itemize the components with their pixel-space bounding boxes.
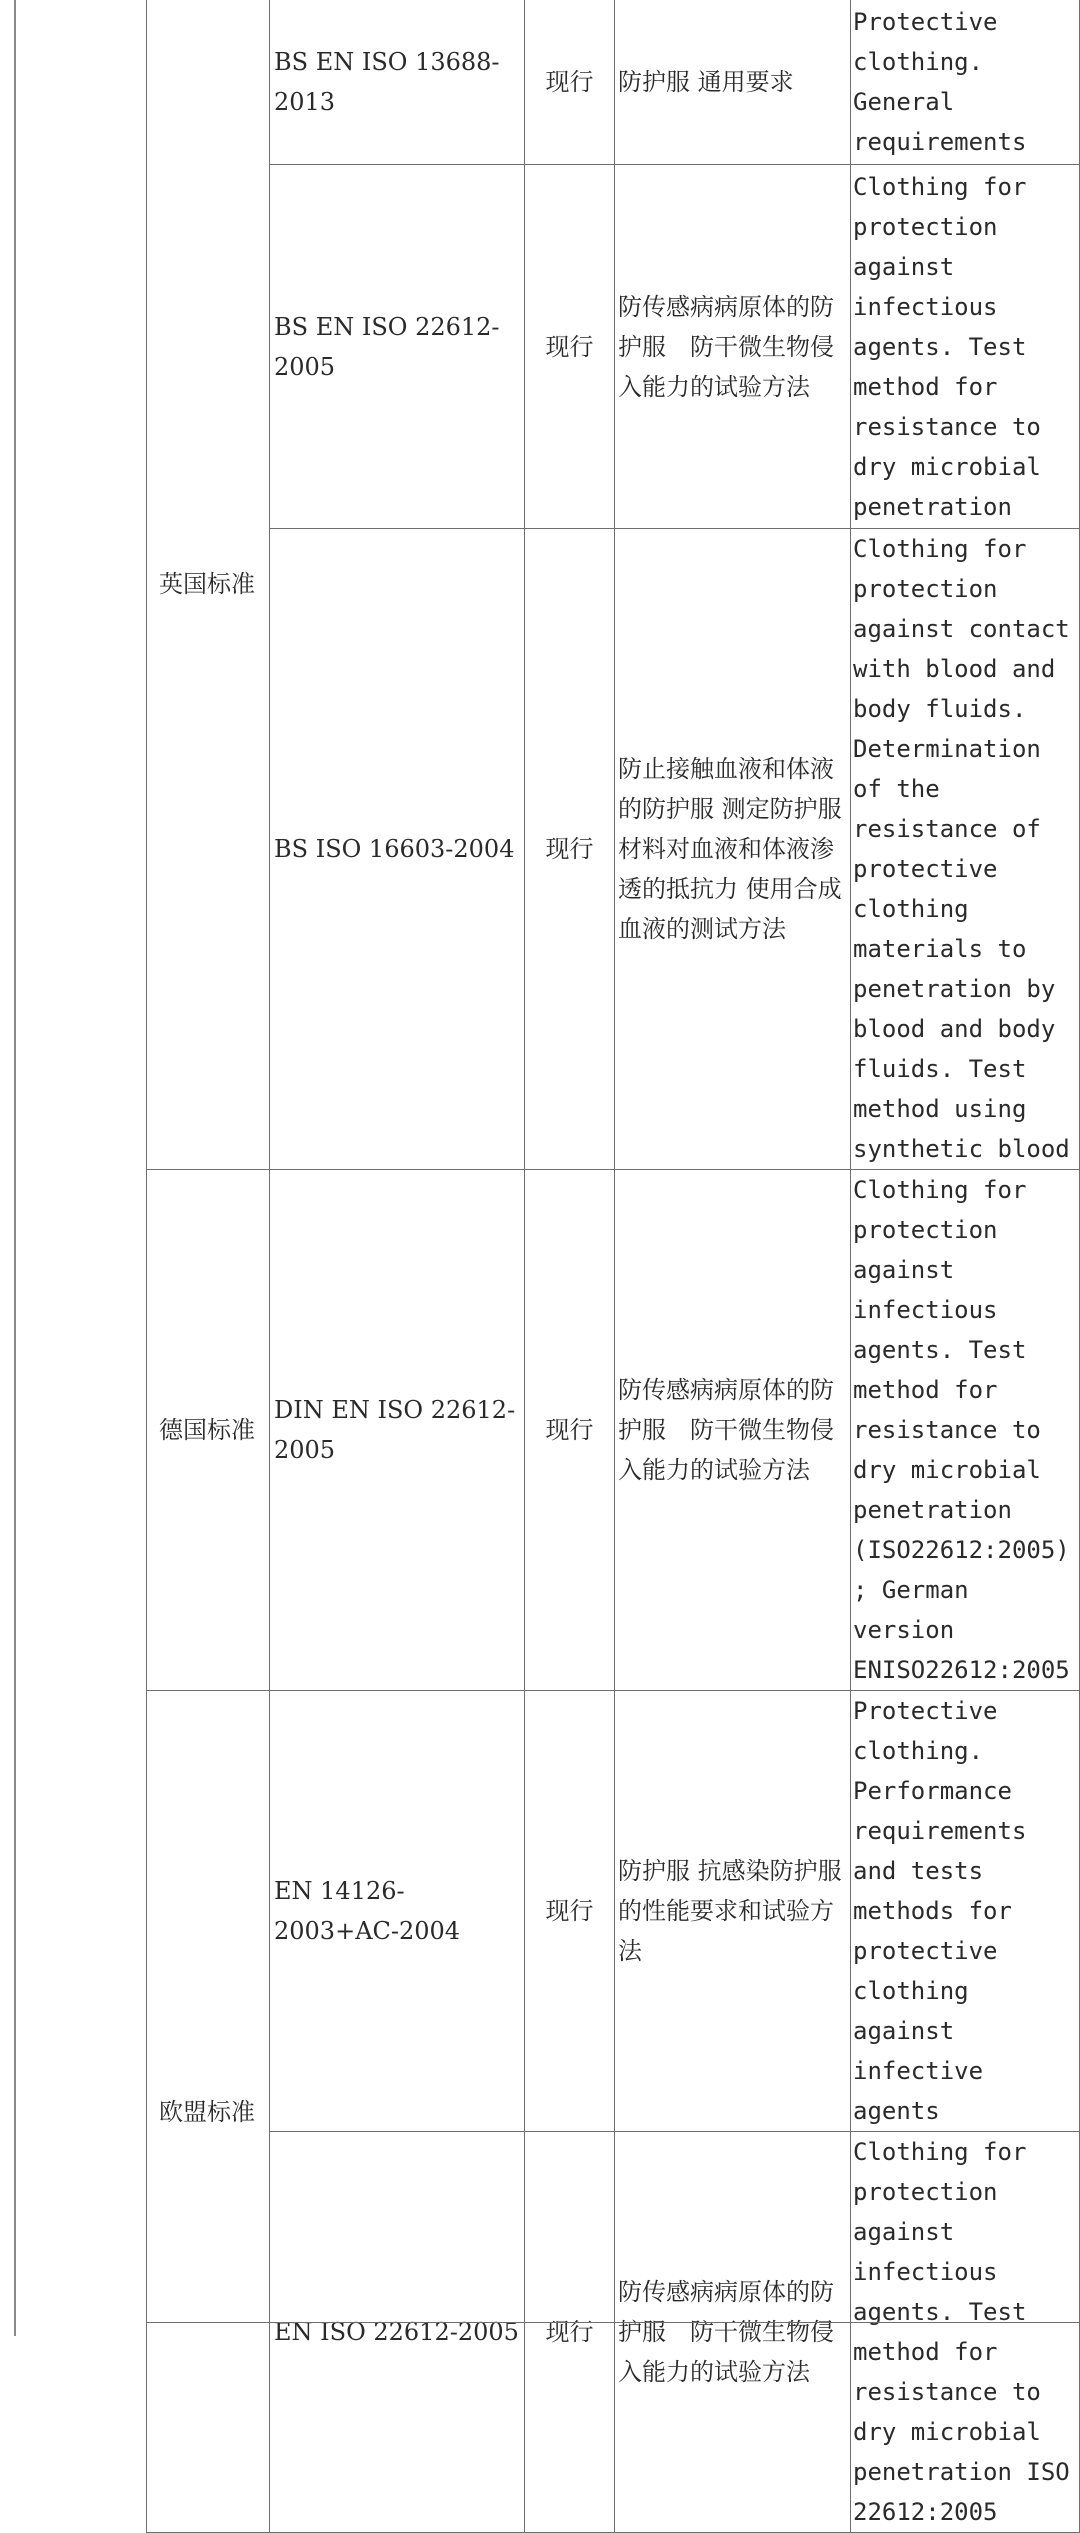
standard-code: EN ISO 22612-2005 [270,2132,525,2533]
table-row [147,529,1080,1170]
english-title: Clothing for protection against contact with blood and body fluids. Determination of the resistance of protective clothing materials to penetration by blood and body fluids. Test method using synthetic blood [851,529,1080,1170]
chinese-title: 防护服 抗感染防护服的性能要求和试验方法 [615,1691,851,2132]
standard-code: DIN EN ISO 22612-2005 [270,1170,525,1691]
chinese-title: 防止接触血液和体液的防护服 测定防护服材料对血液和体液渗透的抵抗力 使用合成血液的测试方法 [615,529,851,1170]
status-cell: 现行 [525,1691,615,2132]
standard-code: EN 14126-2003+AC-2004 [270,1691,525,2132]
standard-code: BS EN ISO 13688-2013 [270,0,525,165]
chinese-title: 防传感病病原体的防护服 防干微生物侵入能力的试验方法 [615,1170,851,1691]
status-cell: 现行 [525,0,615,165]
chinese-title: 防传感病病原体的防护服 防干微生物侵入能力的试验方法 [615,2132,851,2533]
status-cell: 现行 [525,529,615,1170]
chinese-title: 防传感病病原体的防护服 防干微生物侵入能力的试验方法 [615,165,851,529]
standards-table [146,0,1080,2533]
english-title: Clothing for protection against infectious agents. Test method for resistance to dry microbial penetration (ISO22612:2005); German version ENISO22612:2005 [851,1170,1080,1691]
english-title: Protective clothing. General requirements [851,0,1080,165]
status-cell: 现行 [525,165,615,529]
table-row [147,0,1080,165]
table-row [147,165,1080,529]
status-cell: 现行 [525,1170,615,1691]
standard-code: BS ISO 16603-2004 [270,529,525,1170]
status-cell: 现行 [525,2132,615,2533]
standard-code: BS EN ISO 22612-2005 [270,165,525,529]
english-title: Protective clothing. Performance requirements and tests methods for protective clothing against infective agents [851,1691,1080,2132]
english-title: Clothing for protection against infectious agents. Test method for resistance to dry microbial penetration [851,165,1080,529]
table-row [147,1691,1080,2132]
country-cell: 英国标准 [147,0,270,1170]
table-row [147,2132,1080,2533]
chinese-title: 防护服 通用要求 [615,0,851,165]
next-row-top-border [146,2322,1079,2331]
english-title: Clothing for protection against infectious agents. Test method for resistance to dry microbial penetration ISO 22612:2005 [851,2132,1080,2533]
country-cell: 欧盟标准 [147,1691,270,2533]
country-cell: 德国标准 [147,1170,270,1691]
table-row [147,1170,1080,1691]
